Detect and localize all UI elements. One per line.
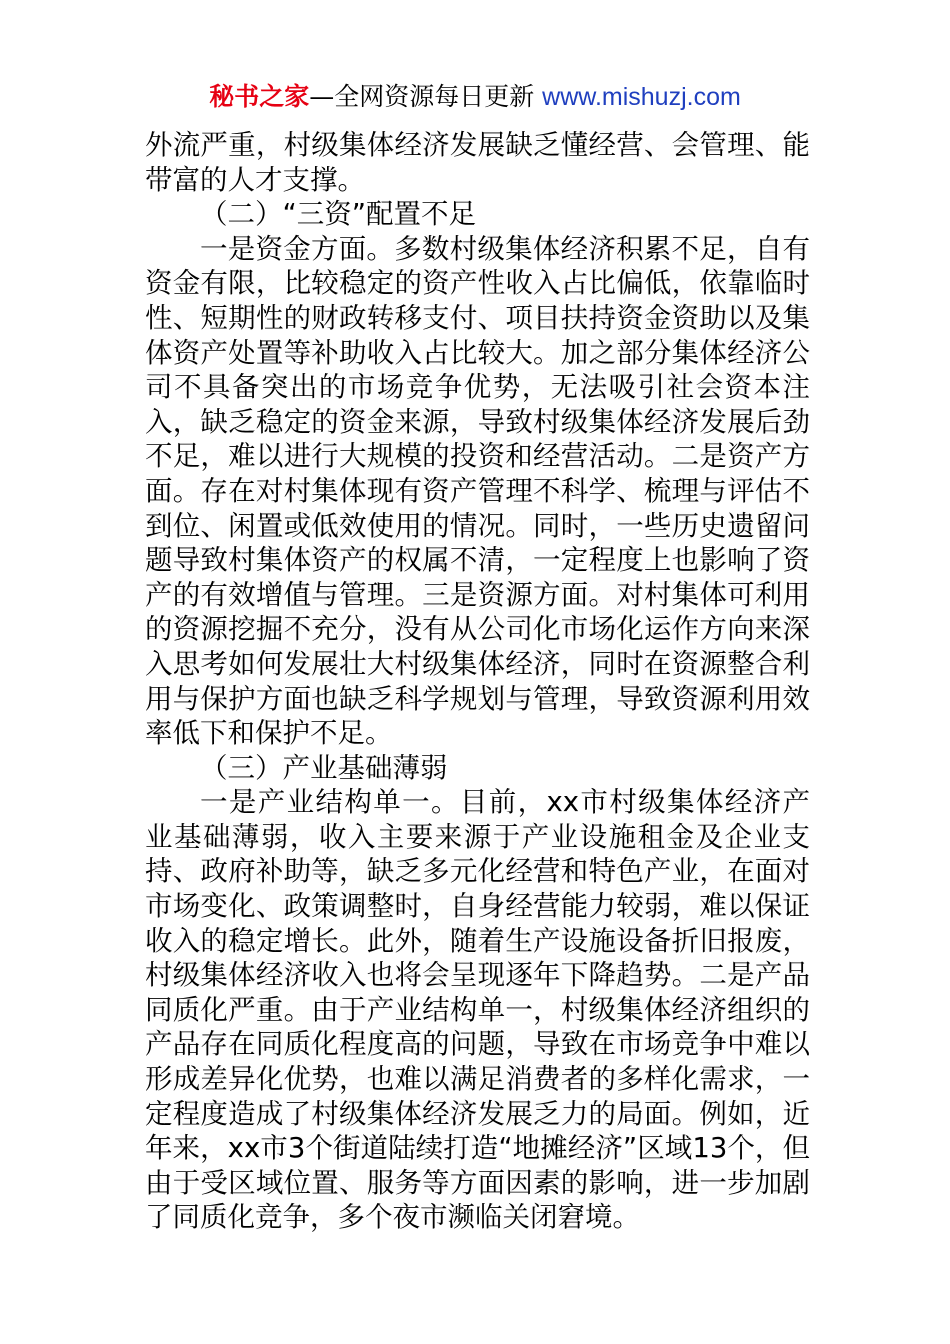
section-heading-2: （二）“三资”配置不足 xyxy=(200,198,476,231)
site-slogan: —全网资源每日更新 xyxy=(309,82,543,111)
paragraph-continuation: 外流严重，村级集体经济发展缺乏懂经营、会管理、能带富的人才支撑。 xyxy=(145,129,810,196)
section-heading-3: （三）产业基础薄弱 xyxy=(200,751,448,784)
paragraph-industry: 一是产业结构单一。目前，xx市村级集体经济产业基础薄弱，收入主要来源于产业设施租金及企业支持、政府补助等，缺乏多元化经营和特色产业，在面对市场变化、政策调整时，自身经营能力较弱，难以保证收入的稳定增长。此外，随着生产设施设备折旧报废，村级集体经济收入也将会呈现逐年下降趋势。二是产品同质化严重。由于产业结构单一，村级集体经济组织的产品存在同质化程度高的问题，导致在市场竞争中难以形成差异化优势，也难以满足消费者的多样化需求，一定程度造成了村级集体经济发展乏力的局面。例如，近年来，xx市3个街道陆续打造“地摊经济”区域13个，但由于受区域位置、服务等方面因素的影响，进一步加剧了同质化竞争，多个夜市濒临关闭窘境。 xyxy=(145,786,810,1234)
document-body xyxy=(145,128,810,1235)
paragraph-resources: 一是资金方面。多数村级集体经济积累不足，自有资金有限，比较稳定的资产性收入占比偏低，依靠临时性、短期性的财政转移支付、项目扶持资金资助以及集体资产处置等补助收入占比较大。加之部分集体经济公司不具备突出的市场竞争优势，无法吸引社会资本注入，缺乏稳定的资金来源，导致村级集体经济发展后劲不足，难以进行大规模的投资和经营活动。二是资产方面。存在对村集体现有资产管理不科学、梳理与评估不到位、闲置或低效使用的情况。同时，一些历史遗留问题导致村集体资产的权属不清，一定程度上也影响了资产的有效增值与管理。三是资源方面。对村集体可利用的资源挖掘不充分，没有从公司化市场化运作方向来深入思考如何发展壮大村级集体经济，同时在资源整合利用与保护方面也缺乏科学规划与管理，导致资源利用效率低下和保护不足。 xyxy=(145,232,810,750)
site-brand: 秘书之家 xyxy=(209,82,310,111)
site-url-link[interactable]: www.mishuzj.com xyxy=(542,83,741,111)
site-header xyxy=(0,80,950,114)
